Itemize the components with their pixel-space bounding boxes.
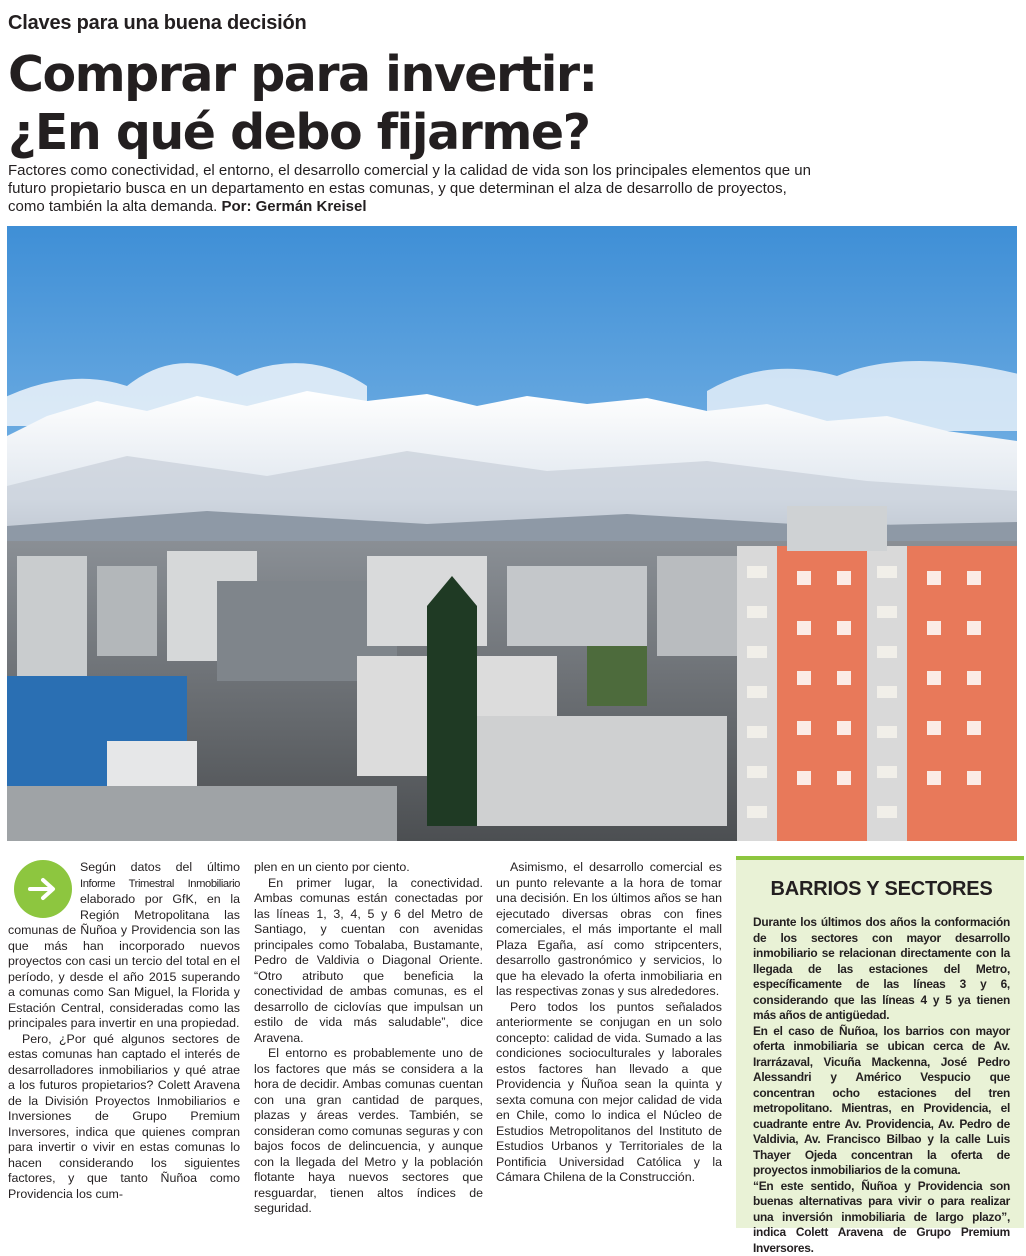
report-name: Informe Trimestral Inmobiliario xyxy=(80,878,240,890)
byline: Por: Germán Kreisel xyxy=(221,198,366,215)
body-paragraph: Asimismo, el desarrollo comercial es un punto relevante a la hora de tomar una decisión. En los últimos años se han ejecutado diversas obras con fines comerciales, el más importante el mall Plaza Egaña, así como stripcenters, desarrollo gastronómico y servicios, lo que ha elevado la oferta inmobiliaria en las respectivas zonas y sus alrededores. xyxy=(496,860,722,1000)
sidebar-paragraph: En el caso de Ñuñoa, los barrios con mayor oferta inmobiliaria se ubican cerca de Av. Irarrázaval, Vicuña Mackenna, José Pedro Alessandri y Américo Vespucio que concentran ocho estaciones del tren metropolitano. Mientras, en Providencia, el cuadrante entre Av. Providencia, Av. Pedro de Valdivia, Av. Francisco Bilbao y la calle Luis Thayer Ojeda concentran la oferta de proyectos inmobiliarios de la comuna. xyxy=(753,1024,1010,1179)
body-paragraph: El entorno es probablemente uno de los factores que más se considera a la hora de decidir. Ambas comunas cuentan con una gran cantidad de parques, plazas y áreas verdes. También, se consideran como comunas seguras y con bajos focos de delincuencia, y aunque con la llegada del Metro y la población flotante haya nuevos sectores que resguardar, tienen altos índices de seguridad. xyxy=(254,1046,483,1217)
deck xyxy=(8,162,818,216)
kicker: Claves para una buena decisión xyxy=(8,12,307,35)
body-column-2 xyxy=(254,860,483,1217)
sidebar-title: BARRIOS Y SECTORES xyxy=(753,878,1010,901)
lead-rest: elaborado por GfK, en la Región Metropolitana las comunas de Ñuñoa y Providencia son las que más han incorporado nuevos proyectos con casi un tercio del total en el período, y desde el año 2015 superando a comunas como San Miguel, la Florida y Estación Central, consideradas como las principales para invertir en una propiedad. xyxy=(8,892,240,1030)
body-paragraph: plen en un ciento por ciento. xyxy=(254,860,483,876)
arrow-right-icon xyxy=(14,860,72,918)
body-paragraph: Pero todos los puntos señalados anteriormente se conjugan en un solo concepto: calidad de vida. Sumado a las condiciones socioculturales y laborales estos factores han llevado a que Providencia y Ñuñoa sean la quinta y sexta comuna con mejor calidad de vida en Chile, como lo indica el Núcleo de Estudios Metropolitanos del Instituto de Estudios Urbanos y Territoriales de la Pontificia Universidad Católica y la Cámara Chilena de la Construcción. xyxy=(496,1000,722,1186)
headline xyxy=(8,46,1008,162)
lead-start: Según datos del último xyxy=(80,860,240,874)
sidebar-paragraph: Durante los últimos dos años la conformación de los sectores con mayor desarrollo inmobiliario se relacionan directamente con la llegada de las estaciones del Metro, específicamente de las líneas 3 y 6, considerando que las líneas 4 y 5 ya tienen más años de antigüedad. xyxy=(753,915,1010,1024)
body-paragraph: Pero, ¿Por qué algunos sectores de estas comunas han captado el interés de desarrolladores inmobiliarios y qué atrae a los futuros propietarios? Colett Aravena de la División Proyectos Inmobiliarios e Inversiones de Grupo Premium Inversores, indica que quienes compran para invertir o vivir en estas comunas lo hacen considerando los siguientes factores, y que tanto Ñuñoa como Providencia los cum- xyxy=(8,1032,240,1203)
body-paragraph: En primer lugar, la conectividad. Ambas comunas están conectadas por las líneas 1, 3, 4, 5 y 6 del Metro de Santiago, y cuentan con avenidas principales como Tobalaba, Bustamante, Pedro de Valdivia o Diagonal Oriente. “Otro atributo que beneficia la conectividad de ambas comunas, es el desarrollo de ciclovías que impulsan un estilo de vida más saludable”, dice Aravena. xyxy=(254,876,483,1047)
headline-line-2: ¿En qué debo fijarme? xyxy=(8,104,1008,162)
deck-text: Factores como conectividad, el entorno, el desarrollo comercial y la calidad de vida son los principales elementos que un futuro propietario busca en un departamento en estas comunas, y que determinan el alza de desarrollo de proyectos, como también la alta demanda. xyxy=(8,162,811,215)
sidebar-barrios-y-sectores xyxy=(736,856,1024,1228)
arrow-right-icon-glyph xyxy=(28,877,58,901)
sidebar-paragraph: “En este sentido, Ñuñoa y Providencia son buenas alternativas para vivir o para realizar una inversión inmobiliaria de largo plazo”, indica Colett Aravena de Grupo Premium Inversores. xyxy=(753,1179,1010,1256)
photo-illustration xyxy=(7,226,1017,841)
body-column-1 xyxy=(8,860,240,1202)
body-column-3 xyxy=(496,860,722,1186)
headline-line-1: Comprar para invertir: xyxy=(8,46,1008,104)
santiago-skyline-photo xyxy=(7,226,1017,841)
